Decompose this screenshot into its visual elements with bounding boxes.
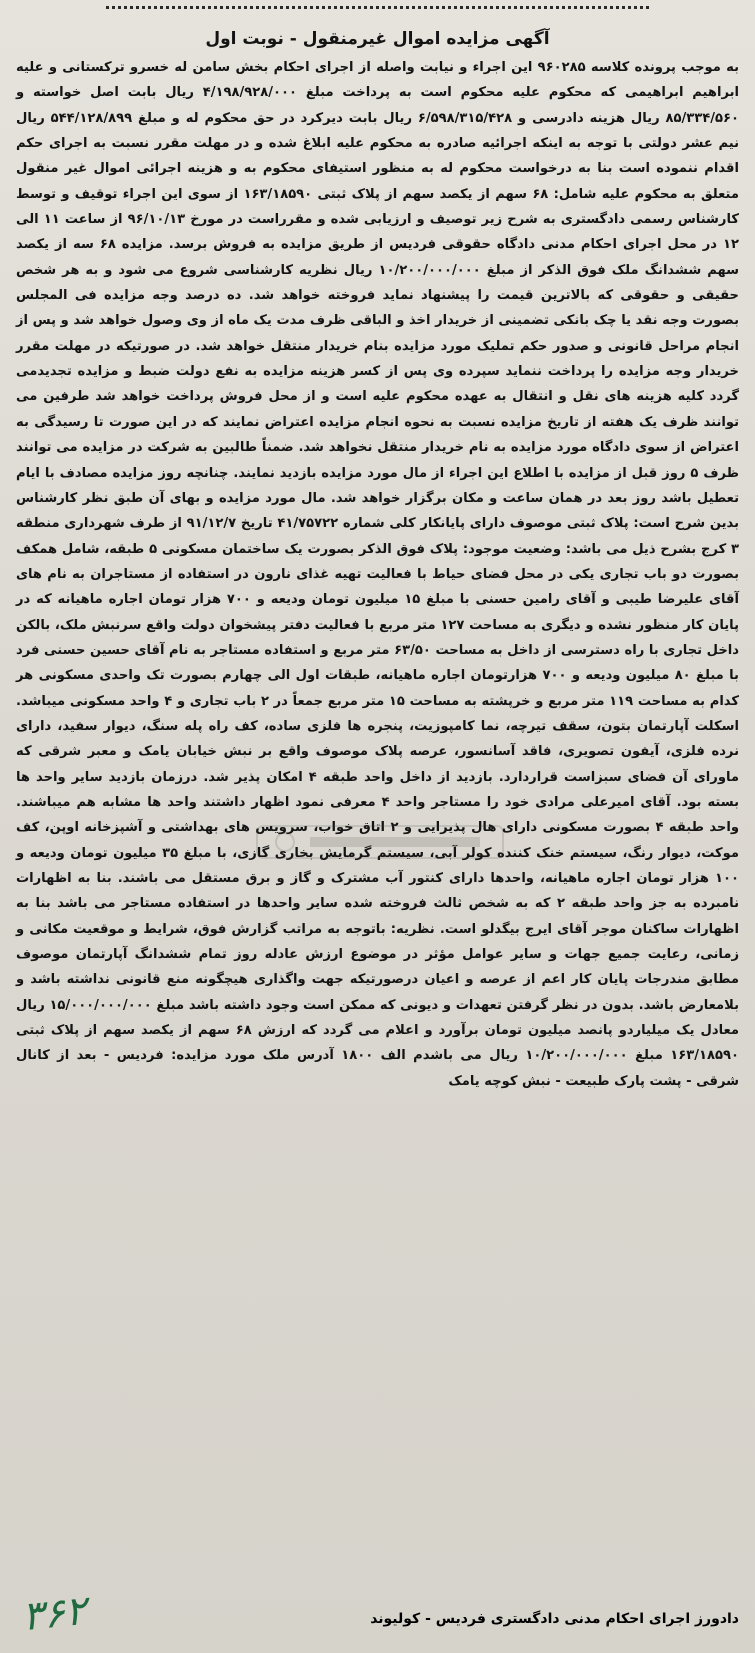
notice-title: آگهی مزایده اموال غیرمنقول - نوبت اول <box>205 29 550 49</box>
handwritten-number: ۳۶۲ <box>19 1587 89 1641</box>
dotted-divider <box>106 6 649 19</box>
signature-line: دادورز اجرای احکام مدنی دادگستری فردیس - کولیوند <box>370 1611 739 1627</box>
notice-body: به موجب پرونده کلاسه ۹۶۰۲۸۵ این اجراء و نیابت واصله از اجرای احکام بخش سامن له خسرو ترکستانی و علیه ابراهیم ابراهیمی که محکوم علیه محکوم است به پرداخت مبلغ ۴/۱۹۸/۹۲۸/۰۰۰ ریال بابت اصل خواسته و ۸۵/۳۳۴/۵۶۰ ریال هزینه دادرسی و ۶/۵۹۸/۳۱۵/۴۲۸ ریال بابت دیرکرد در حق محکوم له و مبلغ ۵۴۴/۱۲۸/۸۹۹ ریال نیم عشر دولتی با توجه به اینکه اجرائیه صادره به محکوم علیه ابلاغ شده و در مهلت مقرر نسبت به اجرای حکم اقدام ننموده است بنا به درخواست محکوم له به منظور استیفای محکوم به و هزینه اجرائی اموال غیر منقول متعلق به محکوم علیه شامل: ۶۸ سهم از یکصد سهم از پلاک ثبتی ۱۶۳/۱۸۵۹۰ از سوی این اجراء توقیف و توسط کارشناس رسمی دادگستری به شرح زیر توصیف و ارزیابی شده و مقرراست در مورخ ۹۶/۱۰/۱۳ از ساعت ۱۱ الی ۱۲ در محل اجرای احکام مدنی دادگاه حقوقی فردیس از طریق مزایده به فروش برسد. مزایده ۶۸ سه از یکصد سهم ششدانگ ملک فوق الذکر از مبلغ ۱۰/۲۰۰/۰۰۰/۰۰۰ ریال نظریه کارشناسی شروع می شود و به هر شخص حقیقی و حقوقی که بالاترین قیمت را پیشنهاد نماید فروخته خواهد شد. ده درصد وجه مزایده فی المجلس بصورت وجه نقد یا چک بانکی تضمینی از خریدار اخذ و الباقی ظرف مدت یک ماه از وی وصول خواهد شد و پس از انجام مراحل قانونی و صدور حکم تملیک مورد مزایده بنام خریدار منتقل خواهد شد. در صورتیکه در مهلت مقرر خریدار وجه مزایده را پرداخت ننماید سپرده وی پس از کسر هزینه مزایده به نفع دولت ضبط و مزایده تجدیدمی گردد کلیه هزینه های نقل و انتقال به عهده محکوم علیه است و از محل فروش پرداخت خواهد شد طرفین می توانند ظرف یک هفته از تاریخ مزایده نسبت به نحوه انجام مزایده اعتراض نمایند که در این صورت تا رسیدگی به اعتراض از سوی دادگاه مورد مزایده به نام خریدار منتقل نخواهد شد. ضمناً طالبین به شرکت در مزایده می توانند ظرف ۵ روز قبل از مزایده با اطلاع این اجراء از مال مورد مزایده بازدید نمایند. چنانچه روز مزایده مصادف با ایام تعطیل باشد روز بعد در همان ساعت و مکان برگزار خواهد شد. مال مورد مزایده و بهای آن طبق نظر کارشناس بدین شرح است: پلاک ثبتی موصوف دارای پایانکار کلی شماره ۴۱/۷۵۷۲۲ تاریخ ۹۱/۱۲/۷ از طرف شهرداری منطقه ۳ کرج بشرح ذیل می باشد: وضعیت موجود: پلاک فوق الذکر بصورت یک ساختمان مسکونی ۵ طبقه، شامل همکف بصورت دو باب تجاری یکی در محل فضای حیاط با فعالیت تهیه غذای نارون در استفاده از مستاجران به نام های آقای علیرضا طیبی و آقای رامین حسنی با مبلغ ۱۵ میلیون تومان ودیعه و ۷۰۰ هزار تومان اجاره ماهیانه که در پایان کار منظور نشده و دیگری به مساحت ۱۲۷ متر مربع با فعالیت دفتر پیشخوان دولت واقع سرنبش ملک، بالکن داخل تجاری با راه دسترسی از داخل به مساحت ۶۳/۵۰ متر مربع و استفاده مستاجر به نام آقای حسین حسنی فرد با مبلغ ۸۰ میلیون ودیعه و ۷۰۰ هزارتومان اجاره ماهیانه، طبقات اول الی چهارم بصورت تک واحدی مسکونی هر کدام به مساحت ۱۱۹ متر مربع و خرپشته به مساحت ۱۵ متر مربع جمعاً در ۲ باب تجاری و ۴ واحد مسکونی میباشد. اسکلت آپارتمان بتون، سقف تیرچه، نما کامپوزیت، پنجره ها فلزی ساده، کف راه پله سنگ، دیوار سفید، دارای نرده فلزی، آیفون تصویری، فاقد آسانسور، عرصه پلاک موصوف واقع بر نبش خیابان یامک و معبر شرقی که ماورای آن فضای سبزاست قراردارد. بازدید از داخل واحد طبقه ۴ امکان پذیر شد. درزمان بازدید سایر واحد ها بسته بود. آقای امیرعلی مرادی خود را مستاجر واحد ۴ معرفی نمود اظهار داشتند واحد ها مشابه هم میباشند. واحد طبقه ۴ بصورت مسکونی دارای هال پذیرایی و ۲ اتاق خواب، سرویس های بهداشتی و آشپزخانه اوپن، کف موکت، دیوار رنگ، سیستم خنک کننده کولر آبی، سیستم گرمایش بخاری گازی، با مبلغ ۳۵ میلیون تومان ودیعه و ۱۰۰ هزار تومان اجاره ماهیانه، واحدها دارای کنتور آب مشترک و گاز و برق مستقل می باشند. بنا به اظهارات نامبرده به جز واحد طبقه ۲ که به شخص ثالث فروخته شده سایر واحدها در استفاده مستاجر می باشد بنا به اظهارات ساکنان موجر آقای ایرج بیگدلو است. نظریه: باتوجه به مراتب گزارش فوق، شرایط و موقعیت مکانی و زمانی، رعایت جمیع جهات و سایر عوامل مؤثر در موضوع ارزش عادله روز تمام ششدانگ آپارتمان موصوف مطابق مندرجات پایان کار اعم از عرصه و اعیان درصورتیکه جهت واگذاری هیچگونه منع قانونی نداشته باشد و بلامعارض باشد. بدون در نظر گرفتن تعهدات و دیونی که ممکن است وجود داشته باشد مبلغ ۱۵/۰۰۰/۰۰۰/۰۰۰ ریال معادل یک میلیاردو پانصد میلیون تومان برآورد و اعلام می گردد که ارزش ۶۸ سهم از یکصد سهم از پلاک ثبتی ۱۶۳/۱۸۵۹۰ مبلغ ۱۰/۲۰۰/۰۰۰/۰۰۰ ریال می باشدم الف ۱۸۰۰ آدرس ملک مورد مزایده: فردیس - بعد از کانال شرقی - پشت پارک طبیعت - نبش کوچه یامک <box>16 60 740 1089</box>
notice-footer <box>16 1587 739 1643</box>
